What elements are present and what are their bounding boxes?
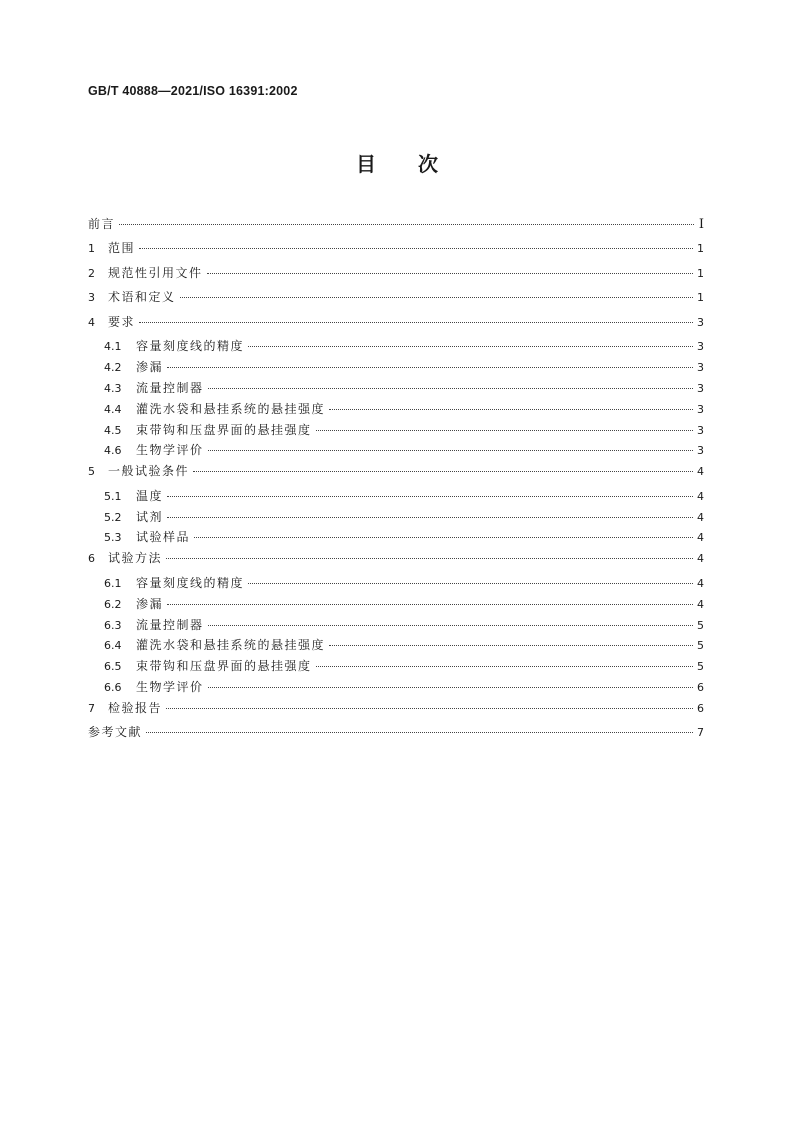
toc-entry-page: 3	[697, 444, 704, 458]
toc-entry-label: 规范性引用文件	[108, 265, 203, 280]
toc-entry-label: 试验样品	[136, 530, 191, 545]
toc-entry[interactable]	[88, 508, 704, 529]
toc-entry-number: 3	[88, 291, 95, 305]
toc-entry-number: 5.3	[104, 531, 122, 545]
toc-dot-leader	[329, 644, 693, 646]
toc-dot-leader	[316, 429, 693, 431]
toc-entry-page: 5	[697, 639, 704, 653]
toc-entry-number: 4	[88, 315, 95, 329]
toc-entry-label: 束带钩和压盘界面的悬挂强度	[136, 659, 312, 674]
toc-entry-page: 5	[697, 660, 704, 674]
toc-entry-page: I	[698, 217, 704, 232]
toc-entry-number: 5.1	[104, 489, 122, 503]
toc-entry-label: 容量刻度线的精度	[136, 575, 245, 590]
toc-dot-leader	[166, 707, 693, 709]
toc-entry-number: 6.4	[104, 639, 122, 653]
toc-entry-label: 容量刻度线的精度	[136, 338, 245, 353]
toc-entry-number: 4.4	[104, 402, 122, 416]
toc-entry-page: 3	[697, 402, 704, 416]
toc-title-char-1: 目	[356, 152, 376, 176]
toc-dot-leader	[139, 321, 693, 323]
toc-entry[interactable]	[88, 400, 704, 421]
toc-entry[interactable]	[88, 358, 704, 379]
toc-entry-number: 1	[88, 242, 95, 256]
toc-dot-leader	[146, 731, 693, 733]
toc-entry-number: 4.1	[104, 339, 122, 353]
toc-dot-leader	[166, 557, 693, 559]
toc-dot-leader	[208, 624, 693, 626]
toc-entry-page: 3	[697, 360, 704, 374]
toc-entry-label: 范围	[108, 241, 136, 256]
toc-dot-leader	[208, 449, 693, 451]
toc-entry-label: 生物学评价	[136, 680, 204, 695]
toc-entry-label: 渗漏	[136, 359, 164, 374]
document-code: GB/T 40888—2021/ISO 16391:2002	[88, 84, 298, 98]
toc-entry-page: 4	[697, 576, 704, 590]
toc-entry-page: 3	[697, 381, 704, 395]
toc-entry[interactable]	[88, 313, 704, 337]
toc-entry-page: 6	[697, 702, 704, 716]
toc-entry-number: 4.6	[104, 444, 122, 458]
toc-entry-label: 灌洗水袋和悬挂系统的悬挂强度	[136, 638, 326, 653]
toc-entry-label: 灌洗水袋和悬挂系统的悬挂强度	[136, 401, 326, 416]
toc-entry-number: 2	[88, 266, 95, 280]
toc-entry[interactable]	[88, 288, 704, 312]
toc-entry[interactable]	[88, 723, 704, 747]
toc-entry-page: 1	[697, 242, 704, 256]
toc-entry-label: 流量控制器	[136, 617, 204, 632]
toc-dot-leader	[180, 296, 693, 298]
toc-dot-leader	[329, 408, 693, 410]
toc-entry[interactable]	[88, 462, 704, 486]
toc-entry-label: 要求	[108, 314, 136, 329]
toc-entry-page: 1	[697, 291, 704, 305]
toc-title	[0, 148, 794, 177]
toc-entry-number: 4.2	[104, 360, 122, 374]
toc-entry[interactable]	[88, 215, 704, 239]
toc-entry-page: 4	[697, 465, 704, 479]
toc-dot-leader	[208, 686, 693, 688]
toc-entry-page: 7	[697, 726, 704, 740]
toc-entry-number: 5.2	[104, 510, 122, 524]
toc-dot-leader	[248, 345, 693, 347]
toc-dot-leader	[316, 665, 693, 667]
toc-entry[interactable]	[88, 239, 704, 263]
toc-dot-leader	[167, 603, 693, 605]
toc-entry-page: 4	[697, 489, 704, 503]
toc-entry-label: 试剂	[136, 509, 164, 524]
toc-entry-label: 术语和定义	[108, 290, 176, 305]
toc-entry[interactable]	[88, 264, 704, 288]
toc-entry-label: 试验方法	[108, 551, 163, 566]
toc-entry-number: 4.3	[104, 381, 122, 395]
toc-entry[interactable]	[88, 678, 704, 699]
toc-entry-page: 3	[697, 315, 704, 329]
toc-entry-page: 1	[697, 266, 704, 280]
toc-dot-leader	[119, 223, 694, 225]
toc-entry-label: 参考文献	[88, 725, 143, 740]
toc-dot-leader	[139, 247, 693, 249]
toc-entry[interactable]	[88, 595, 704, 616]
toc-entry-page: 3	[697, 423, 704, 437]
toc-entry-label: 渗漏	[136, 596, 164, 611]
toc-entry[interactable]	[88, 337, 704, 358]
toc-dot-leader	[167, 495, 693, 497]
toc-entry[interactable]	[88, 421, 704, 442]
toc-entry[interactable]	[88, 379, 704, 400]
toc-entry[interactable]	[88, 487, 704, 508]
toc-entry-label: 检验报告	[108, 701, 163, 716]
toc-entry-label: 束带钩和压盘界面的悬挂强度	[136, 422, 312, 437]
toc-entry-label: 生物学评价	[136, 443, 204, 458]
toc-dot-leader	[167, 516, 693, 518]
toc-entry-number: 4.5	[104, 423, 122, 437]
toc-entry-label: 温度	[136, 488, 164, 503]
toc-dot-leader	[193, 470, 693, 472]
toc-entry-page: 5	[697, 618, 704, 632]
toc-dot-leader	[207, 272, 693, 274]
toc-entry[interactable]	[88, 574, 704, 595]
toc-entry-label: 流量控制器	[136, 380, 204, 395]
toc-entry[interactable]	[88, 699, 704, 723]
toc-entry-number: 6.3	[104, 618, 122, 632]
toc-entry[interactable]	[88, 657, 704, 678]
toc-dot-leader	[208, 387, 693, 389]
toc-entry-page: 3	[697, 339, 704, 353]
toc-entry-number: 6.5	[104, 660, 122, 674]
toc-entry-number: 6	[88, 552, 95, 566]
toc-dot-leader	[167, 366, 693, 368]
toc-entry-number: 6.2	[104, 597, 122, 611]
toc-entry-page: 4	[697, 552, 704, 566]
toc-entry[interactable]	[88, 528, 704, 549]
toc-entry-number: 6.6	[104, 681, 122, 695]
toc-entry-label: 一般试验条件	[108, 464, 190, 479]
toc-title-char-2: 次	[418, 152, 438, 176]
table-of-contents	[88, 215, 704, 748]
toc-entry-number: 6.1	[104, 576, 122, 590]
toc-entry[interactable]	[88, 616, 704, 637]
toc-entry-page: 4	[697, 510, 704, 524]
toc-entry-number: 7	[88, 702, 95, 716]
toc-entry[interactable]	[88, 549, 704, 573]
toc-dot-leader	[248, 582, 693, 584]
toc-entry[interactable]	[88, 636, 704, 657]
toc-entry-number: 5	[88, 465, 95, 479]
toc-entry-page: 4	[697, 597, 704, 611]
toc-entry-page: 4	[697, 531, 704, 545]
toc-entry-label: 前言	[88, 217, 116, 231]
toc-dot-leader	[194, 536, 693, 538]
toc-entry-page: 6	[697, 681, 704, 695]
toc-entry[interactable]	[88, 441, 704, 462]
